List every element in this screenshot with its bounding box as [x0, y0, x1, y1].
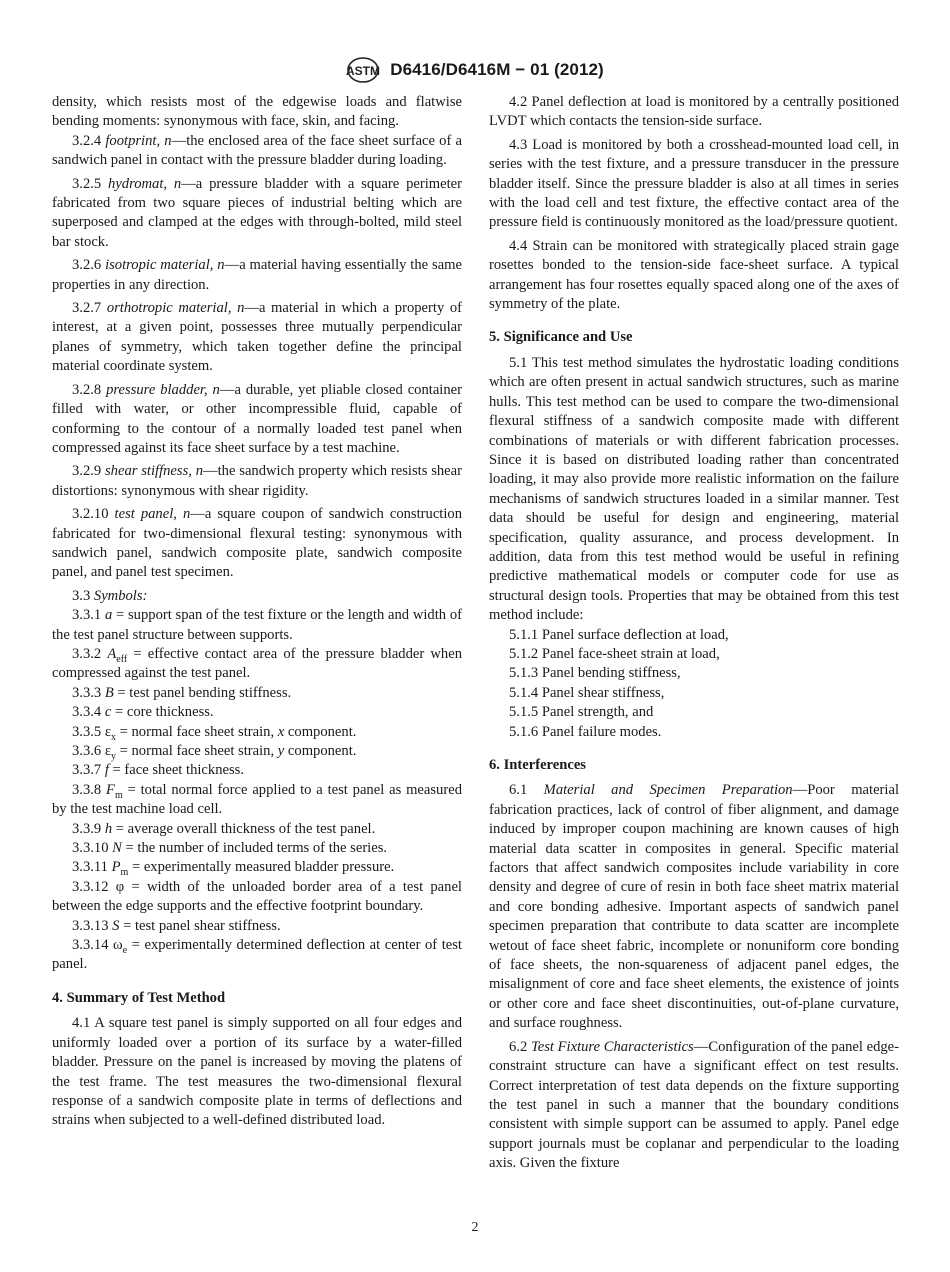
paragraph [489, 645, 899, 664]
subscript: e [122, 944, 128, 956]
paragraph [52, 587, 462, 606]
text-run: density, which resists most of the edgewise loads and flatwise bending moments: synonymous with face, skin, and facing. [52, 94, 462, 130]
svg-text:ASTM: ASTM [346, 64, 381, 78]
text-run: 3.3.6 ε [72, 743, 111, 759]
text-run: —a pressure bladder with a square perimeter fabricated from two square pieces of industrial belting which are superposed and clamped at the edges with through-bolted, mild steel bar stock. [52, 175, 462, 250]
text-run: 3.3.5 ε [72, 723, 111, 740]
italic-text: x [277, 723, 285, 740]
paragraph [52, 820, 462, 839]
subscript: eff [116, 653, 128, 665]
italic-text: P [111, 859, 121, 876]
paragraph [489, 626, 899, 645]
italic-text: A [107, 645, 117, 662]
text-run: 3.3.11 [72, 859, 112, 876]
subscript: y [110, 750, 116, 762]
section-heading [489, 756, 899, 775]
paragraph [52, 839, 462, 858]
text-run: = average overall thickness of the test panel. [112, 820, 376, 837]
text-run: = support span of the test fixture or the length and width of the test panel structure between supports. [52, 607, 462, 643]
text-run: = test panel shear stiffness. [119, 917, 281, 934]
text-run: = test panel bending stiffness. [113, 684, 292, 701]
text-run: 3.2.4 [72, 132, 106, 149]
text-run: 5. Significance and Use [489, 329, 633, 346]
text-run: —Poor material fabrication practices, lack of control of fiber alignment, and damage induced by improper coupon machining are known causes of high material data scatter in composites in general. Specific material factors that affect sandwich composites include variability in core density and degree of cure of resin in both face sheet matrix material and core bonding adhesive. Important aspects of sandwich panel specimen preparation that contribute to data scatter are incomplete wetout of face sheet fabric, incomplete or nonuniform core bonding of face sheets, the non-squareness of adjacent panel edges, the misalignment of core and face sheet elements, the existence of joints or other core and face sheet discontinuities, out-of-plane curvature, and surface roughness. [489, 782, 899, 1032]
paragraph [489, 703, 899, 722]
paragraph [52, 462, 462, 501]
document-title: D6416/D6416M − 01 (2012) [390, 60, 604, 79]
text-run: 3.2.5 [72, 175, 109, 192]
text-run: 5.1.5 Panel strength, and [509, 704, 654, 721]
text-run: = face sheet thickness. [108, 762, 244, 779]
italic-text: a [104, 607, 113, 624]
text-run: = experimentally measured bladder pressure. [128, 859, 395, 876]
text-run: 4.4 Strain can be monitored with strategically placed strain gage rosettes bonded to the tension-side face-sheet surface. A typical arrangement has four rosettes equally spaced along one of the axes of symmetry of the plate. [489, 237, 899, 313]
italic-text: B [104, 684, 114, 701]
italic-text: Test Fixture Characteristics [530, 1038, 694, 1055]
text-run: 6. Interferences [489, 757, 586, 773]
text-run: 3.3.4 [72, 704, 105, 721]
text-run: 5.1.2 Panel face-sheet strain at load, [509, 645, 720, 662]
paragraph [52, 132, 462, 171]
paragraph [52, 381, 462, 459]
text-run: —the enclosed area of the face sheet surface of a sandwich panel in contact with the pressure bladder during loading. [52, 132, 462, 169]
italic-text: hydromat, n [108, 175, 182, 192]
text-run: component. [284, 723, 357, 740]
text-run: 3.3.8 [72, 781, 107, 798]
text-run: 4.3 Load is monitored by both a crosshead-mounted load cell, in series with the test fixture, and a pressure transducer in the pressure bladder itself. Since the pressure bladder is also at all times in series with the load cell and test fixture, the effective contact area of the pressure field is continuously monitored as the load/pressure quotient. [489, 136, 899, 231]
italic-text: pressure bladder, n [106, 381, 220, 398]
text-run: 3.3.13 [72, 917, 113, 934]
text-run: 5.1.3 Panel bending stiffness, [509, 665, 681, 682]
paragraph [489, 664, 899, 683]
paragraph [52, 917, 462, 936]
text-run: 3.2.10 [72, 506, 115, 523]
paragraph [489, 354, 899, 626]
paragraph [489, 723, 899, 742]
paragraph [52, 878, 462, 917]
paragraph [489, 684, 899, 703]
paragraph [52, 93, 462, 132]
text-run: = total normal force applied to a test panel as measured by the test machine load cell. [52, 781, 462, 818]
text-run: component. [284, 743, 357, 759]
page-number: 2 [471, 1220, 479, 1235]
text-run: 3.3 [72, 587, 94, 604]
paragraph [52, 936, 462, 975]
paragraph [489, 93, 899, 132]
paragraph [52, 761, 462, 780]
paragraph [52, 505, 462, 583]
paragraph [52, 723, 462, 742]
text-run: —Configuration of the panel edge-constraint structure can have a significant effect on test results. Correct interpretation of test data depends on the fixture supporting the test panel in such a manner that the boundary conditions consistent with simple support can be assumed to apply. Panel edge support journals must be coplanar and perpendicular to the loading axis. Given the fixture [489, 1038, 900, 1172]
paragraph [52, 684, 462, 703]
paragraph [489, 781, 899, 1033]
italic-text: y [277, 743, 285, 759]
text-run: 3.3.12 φ = width of the unloaded border area of a test panel between the edge supports and the effective footprint boundary. [52, 878, 462, 915]
page-header [0, 56, 950, 84]
text-run: 6.1 [509, 782, 544, 799]
subscript: m [114, 789, 123, 801]
section-heading [489, 328, 899, 347]
text-run: = effective contact area of the pressure bladder when compressed against the test panel. [52, 645, 462, 682]
subscript: m [120, 867, 129, 879]
text-run: —a square coupon of sandwich construction fabricated for two-dimensional flexural testing: synonymous with sandwich panel, sandwich composite plate, sandwich composite panel, and panel test specimen. [52, 506, 462, 581]
paragraph [52, 858, 462, 877]
text-run: 3.3.7 [72, 762, 105, 779]
italic-text: Symbols: [93, 587, 148, 604]
italic-text: S [112, 917, 120, 934]
text-run: 3.3.9 [72, 820, 105, 837]
paragraph [52, 703, 462, 722]
italic-text: isotropic material, n [105, 257, 225, 274]
paragraph [489, 237, 899, 315]
text-run: 4.1 A square test panel is simply supported on all four edges and uniformly loaded over a portion of its surface by a water-filled bladder. Pressure on the panel is increased by moving the platens of the test frame. The test measures the two-dimensional flexural response of a sandwich composite plate in terms of deflections and strains when subjected to a well-defined distributed load. [52, 1015, 462, 1129]
paragraph [52, 256, 462, 295]
paragraph [52, 175, 462, 253]
astm-logo-icon [346, 56, 380, 84]
section-heading [52, 989, 462, 1008]
text-run: 3.3.1 [72, 607, 105, 624]
italic-text: orthotropic material, n [106, 300, 245, 317]
text-run: 5.1 This test method simulates the hydrostatic loading conditions which are often present in actual sandwich structures, such as marine hulls. This test method can be used to compare the two-dimensional flexural stiffness of a sandwich composite made with different combinations of materials or with different fabrication processes. Since it is based on distributed loading rather than concentrated loading, it may also provide more realistic information on the failure mechanisms of sandwich structures loaded in a similar manner. Test data should be useful for design and engineering, material specification, quality assurance, and process development. In addition, data from this test method would be useful in refining predictive mathematical models or computer code for use as structural design tools. Properties that may be obtained from this test method include: [489, 354, 899, 624]
text-run: 3.3.2 [72, 645, 108, 662]
paragraph [52, 645, 462, 684]
text-run: —a material in which a property of interest, at a given point, possesses three mutually perpendicular planes of symmetry, which taken together define the principal material coordinate system. [52, 300, 463, 375]
text-run: 3.3.10 [72, 840, 113, 857]
text-run: 3.2.6 [72, 257, 106, 274]
text-run: = the number of included terms of the series. [121, 840, 388, 857]
text-run: 3.2.9 [72, 463, 105, 480]
text-run: —a material having essentially the same properties in any direction. [52, 257, 463, 293]
text-run: 3.3.3 [72, 684, 105, 701]
paragraph [52, 1014, 462, 1130]
text-run: 6.2 [509, 1038, 531, 1055]
left-column [52, 93, 462, 1135]
text-run: 3.3.14 ω [72, 937, 123, 954]
text-run: —a durable, yet pliable closed container filled with water, or other incompressible fluid, capable of conforming to the contour of a normally loaded test panel when compressed against its face sheet surface by a test machine. [52, 381, 462, 456]
text-run: 4.2 Panel deflection at load is monitored by a centrally positioned LVDT which contacts the tension-side surface. [489, 94, 899, 130]
italic-text: test panel, n [114, 506, 191, 523]
text-run: 5.1.1 Panel surface deflection at load, [509, 626, 729, 643]
text-run: 5.1.6 Panel failure modes. [509, 723, 662, 740]
paragraph [52, 299, 462, 377]
text-run: = core thickness. [111, 704, 214, 721]
italic-text: h [104, 820, 113, 837]
italic-text: f [104, 762, 109, 779]
italic-text: Material and Specimen Preparation [543, 782, 793, 799]
paragraph [52, 606, 462, 645]
text-run: = normal face sheet strain, [115, 723, 278, 740]
paragraph [489, 1038, 899, 1174]
text-run: 5.1.4 Panel shear stiffness, [509, 684, 665, 701]
subscript: x [110, 731, 116, 743]
paragraph [52, 742, 462, 761]
text-run: = experimentally determined deflection at center of test panel. [52, 937, 462, 973]
text-run: = normal face sheet strain, [115, 743, 278, 759]
paragraph [489, 136, 899, 233]
italic-text: F [106, 781, 115, 798]
italic-text: c [104, 704, 112, 721]
text-run: —the sandwich property which resists shear distortions: synonymous with shear rigidity. [52, 463, 462, 499]
italic-text: footprint, n [105, 132, 172, 149]
italic-text: shear stiffness, n [105, 463, 204, 480]
text-run: 3.2.8 [72, 381, 107, 398]
paragraph [52, 781, 462, 820]
right-column [489, 93, 899, 1178]
text-run: 4. Summary of Test Method [52, 989, 226, 1006]
italic-text: N [112, 840, 122, 857]
text-run: 3.2.7 [72, 300, 107, 317]
